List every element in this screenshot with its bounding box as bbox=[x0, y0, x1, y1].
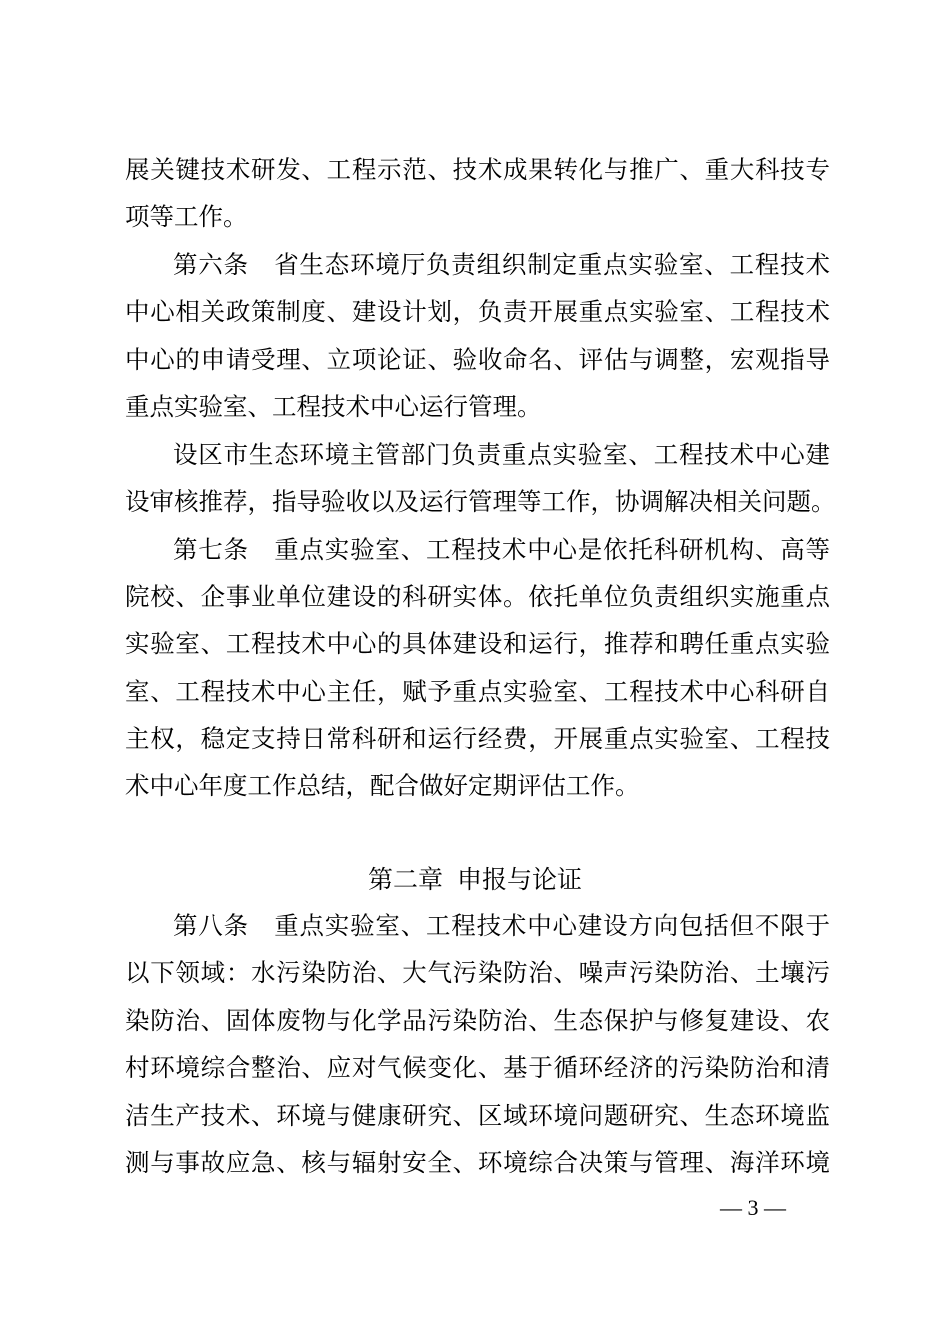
text-line: 以下领域：水污染防治、大气污染防治、噪声污染防治、土壤污 bbox=[125, 958, 830, 987]
text-line: 项等工作。 bbox=[125, 202, 248, 231]
article-6-line: 第六条 省生态环境厅负责组织制定重点实验室、工程技术 bbox=[173, 250, 830, 279]
text-line: 重点实验室、工程技术中心运行管理。 bbox=[125, 392, 542, 421]
text-line: 洁生产技术、环境与健康研究、区域环境问题研究、生态环境监 bbox=[125, 1101, 830, 1130]
text-line: 术中心年度工作总结，配合做好定期评估工作。 bbox=[125, 771, 640, 800]
text-line: 中心相关政策制度、建设计划，负责开展重点实验室、工程技术 bbox=[125, 297, 830, 326]
text-line: 实验室、工程技术中心的具体建设和运行，推荐和聘任重点实验 bbox=[125, 629, 830, 658]
text-line: 测与事故应急、核与辐射安全、环境综合决策与管理、海洋环境 bbox=[125, 1148, 830, 1177]
chapter-title: 申报与论证 bbox=[457, 865, 583, 894]
text-line: 村环境综合整治、应对气候变化、基于循环经济的污染防治和清 bbox=[125, 1053, 830, 1082]
text-line: 染防治、固体废物与化学品污染防治、生态保护与修复建设、农 bbox=[125, 1006, 830, 1035]
article-8-line: 第八条 重点实验室、工程技术中心建设方向包括但不限于 bbox=[173, 911, 830, 940]
chapter-number: 第二章 bbox=[367, 865, 443, 894]
text-line: 院校、企事业单位建设的科研实体。依托单位负责组织实施重点 bbox=[125, 582, 830, 611]
page-number: — 3 — bbox=[720, 1195, 786, 1220]
text-line: 室、工程技术中心主任，赋予重点实验室、工程技术中心科研自 bbox=[125, 677, 830, 706]
text-line: 展关键技术研发、工程示范、技术成果转化与推广、重大科技专 bbox=[125, 155, 830, 184]
article-7-line: 第七条 重点实验室、工程技术中心是依托科研机构、高等 bbox=[173, 535, 830, 564]
text-line: 主权，稳定支持日常科研和运行经费，开展重点实验室、工程技 bbox=[125, 724, 830, 753]
text-line: 设审核推荐，指导验收以及运行管理等工作，协调解决相关问题。 bbox=[125, 487, 836, 516]
text-line: 中心的申请受理、立项论证、验收命名、评估与调整，宏观指导 bbox=[125, 345, 830, 374]
paragraph-line: 设区市生态环境主管部门负责重点实验室、工程技术中心建 bbox=[173, 440, 830, 469]
chapter-heading bbox=[0, 860, 950, 900]
